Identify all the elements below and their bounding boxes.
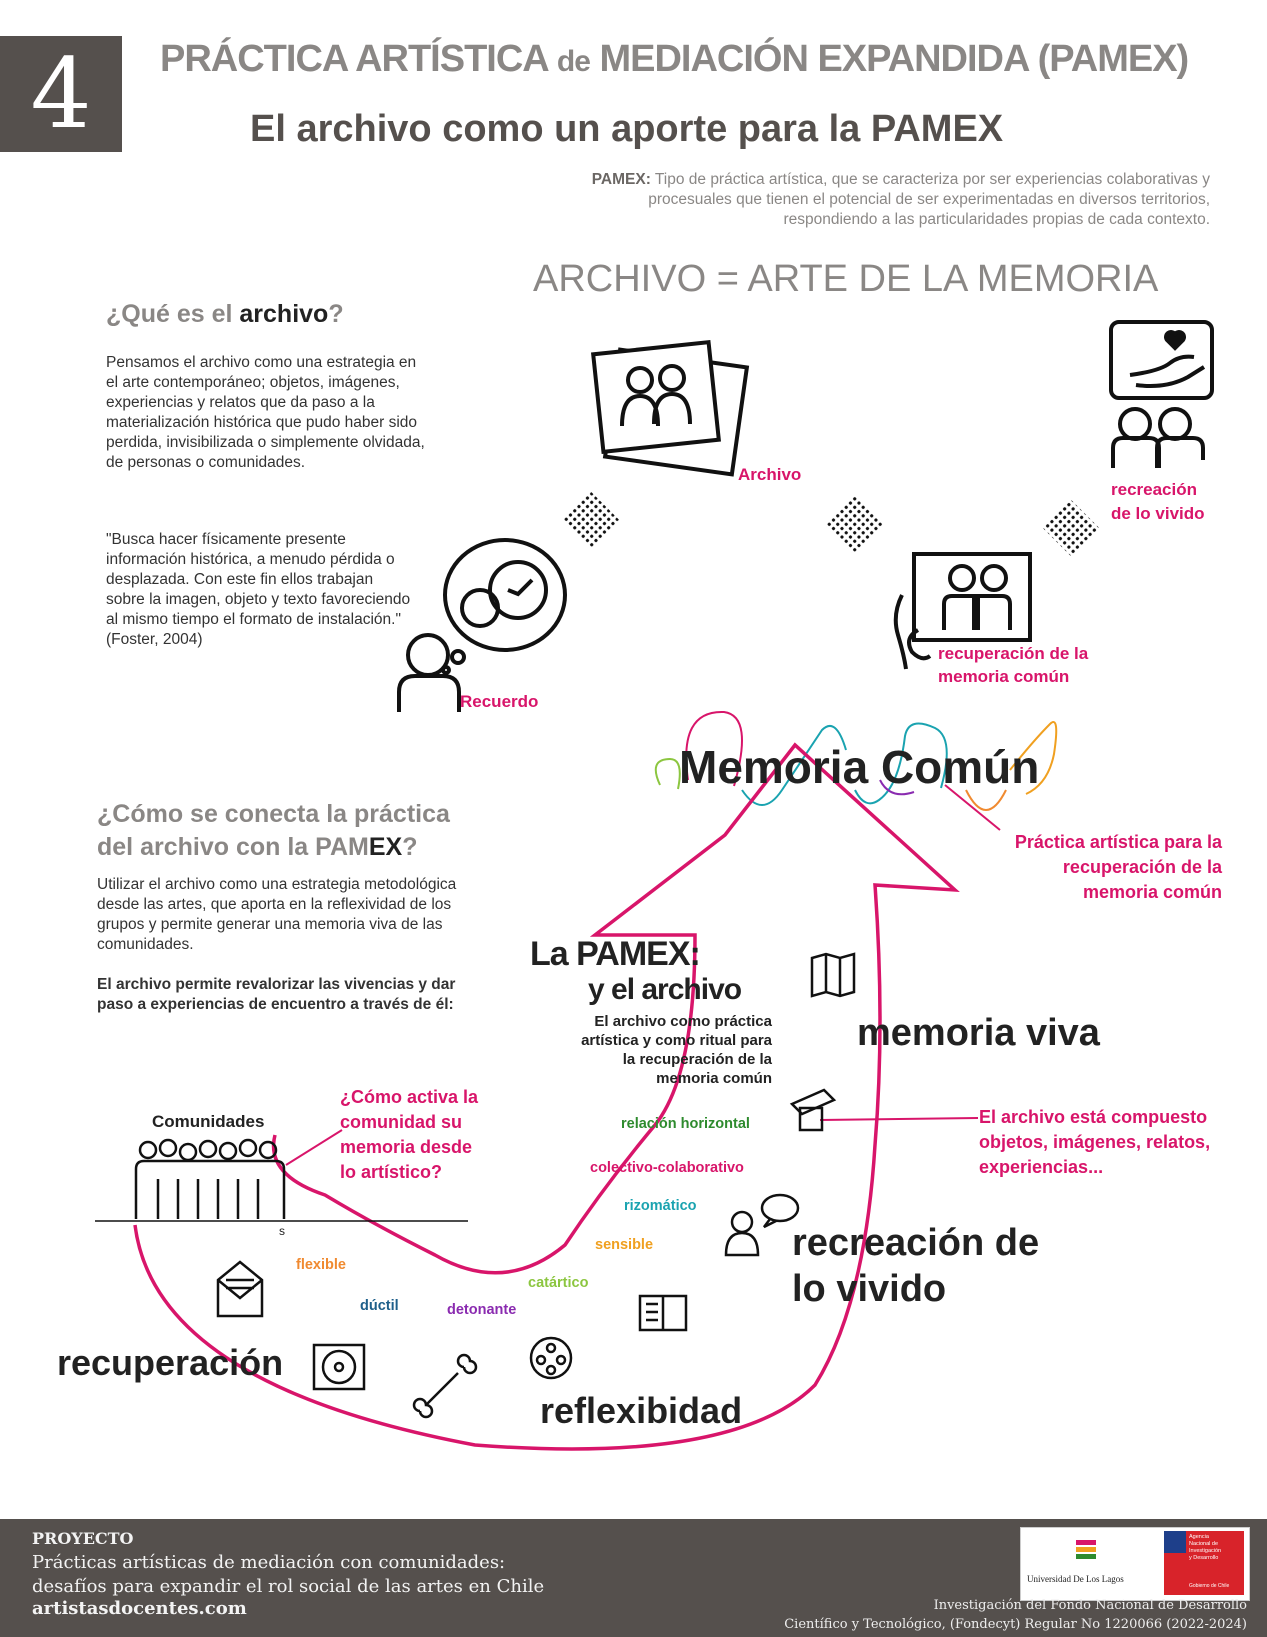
title-de: de <box>556 45 590 78</box>
connector-line <box>820 1118 978 1120</box>
heading-part: del archivo con la PAM <box>97 833 369 861</box>
memoria-comun-title: Memoria Común <box>679 741 1040 793</box>
archivo-equation: ARCHIVO = ARTE DE LA MEMORIA <box>533 258 1159 300</box>
partner-logos <box>1020 1527 1250 1601</box>
word-recuperacion: recuperación <box>57 1342 284 1383</box>
projector-icon <box>792 1090 834 1130</box>
footer-fund-line2: Científico y Tecnológico, (Fondecyt) Regular No 1220066 (2022-2024) <box>784 1617 1247 1632</box>
word-recreacion <box>792 1220 1039 1312</box>
foster-quote: "Busca hacer físicamente presente información histórica, a menudo pérdida o desplazada. Con este fin ellos trabajan sobre la imagen, objeto y texto favoreciendo al mismo tiempo el formato de instalación." (Foster, 2004) <box>106 531 411 648</box>
flag-icon <box>1164 1531 1186 1553</box>
map-icon <box>812 954 854 996</box>
speaking-person-icon <box>726 1195 798 1255</box>
dotted-arrow-icon <box>825 496 883 554</box>
heart-hand-icon <box>1111 322 1212 398</box>
connector-line <box>286 1130 342 1165</box>
label-line: recuperación de la <box>938 644 1089 663</box>
gob-text: Gobierno de Chile <box>1189 1583 1230 1589</box>
word-line: recreación de <box>792 1222 1040 1264</box>
section-number: 4 <box>0 36 122 152</box>
tag-detonante: detonante <box>447 1302 517 1318</box>
label-recuperacion-memoria <box>938 642 1088 688</box>
word-line: lo vivido <box>792 1268 947 1310</box>
desc-line: la recuperación de la <box>622 1051 772 1068</box>
tag-relacion-horizontal: relación horizontal <box>621 1116 750 1132</box>
label-recreacion <box>1111 478 1205 526</box>
footer-proyecto: PROYECTO <box>32 1529 134 1548</box>
title-part-a: PRÁCTICA ARTÍSTICA <box>160 38 557 80</box>
label-line: experiencias... <box>979 1157 1104 1177</box>
como-se-conecta-bold: El archivo permite revalorizar las vivencias y dar paso a experiencias de encuentro a través de él: <box>97 976 456 1013</box>
anid-line: Investigación <box>1189 1548 1222 1554</box>
comunidad-question <box>340 1085 478 1185</box>
question-line: memoria desde <box>340 1137 473 1157</box>
definition-term: PAMEX: <box>591 171 651 188</box>
anid-logo <box>1164 1531 1244 1595</box>
open-book-icon <box>640 1296 686 1330</box>
label-line: recreación <box>1111 480 1197 499</box>
footer-line: Prácticas artísticas de mediación con comunidades: <box>32 1552 506 1573</box>
tag-rizomatico: rizomático <box>624 1198 697 1214</box>
pamex-box-subtitle: y el archivo <box>588 973 742 1006</box>
footer-fund-line1: Investigación del Fondo Nacional de Desarrollo <box>933 1598 1247 1613</box>
question-line: lo artístico? <box>340 1162 443 1182</box>
heading-line <box>97 831 450 864</box>
anid-text <box>1189 1534 1221 1562</box>
community-crowd-icon <box>136 1140 284 1219</box>
ulagos-logo-text: Universidad De Los Lagos <box>1027 1574 1124 1584</box>
label-line: objetos, imágenes, relatos, <box>979 1132 1211 1152</box>
heading-part: ¿Qué es el <box>106 300 240 328</box>
desc-line: El archivo como práctica <box>594 1013 772 1030</box>
anid-line: Nacional de <box>1189 1541 1219 1547</box>
comunidades-s: s <box>279 1224 285 1238</box>
pamex-box-desc <box>540 1012 772 1088</box>
anid-line: Agencia <box>1189 1534 1209 1540</box>
label-archivo: Archivo <box>738 465 802 484</box>
definition-text: Tipo de práctica artística, que se caracteriza por ser experiencias colaborativas y procesuales que tienen el potencial de ser experimentadas en diversos territorios, respondiendo a las particularidades propias de cada contexto. <box>648 171 1210 228</box>
photo-archive-icon <box>593 342 747 474</box>
film-reel-icon <box>531 1338 571 1378</box>
label-line: Práctica artística para la <box>1014 832 1222 852</box>
vinyl-record-icon <box>314 1345 364 1389</box>
ulagos-logo-icon <box>1076 1540 1096 1558</box>
heading-part: ? <box>328 300 344 328</box>
label-line: de lo vivido <box>1111 504 1205 523</box>
label-line: memoria común <box>1082 882 1222 902</box>
bone-icon <box>414 1355 476 1417</box>
envelope-icon <box>218 1262 262 1316</box>
word-reflexibidad: reflexibidad <box>540 1390 743 1431</box>
pamex-box-title: La PAMEX: <box>530 935 700 973</box>
desc-line: memoria común <box>656 1070 772 1087</box>
label-line: recuperación de la <box>1062 857 1222 877</box>
label-line: memoria común <box>938 667 1070 686</box>
footer-site-link[interactable]: artistasdocentes.com <box>32 1598 247 1619</box>
tag-ductil: dúctil <box>360 1298 399 1314</box>
que-es-paragraph: Pensamos el archivo como una estrategia en el arte contemporáneo; objetos, imágenes, experiencias y relatos que da paso a la materialización histórica que pudo haber sido perdida, invisibilizada o simplemente olvidada, de personas o comunidades. <box>106 354 425 471</box>
label-recuerdo: Recuerdo <box>460 692 539 711</box>
archivo-compuesto-label <box>979 1105 1210 1180</box>
dotted-arrow-icon <box>562 491 620 549</box>
heading-part: ? <box>402 833 418 861</box>
thinking-person-clock-icon <box>399 540 565 712</box>
heading-line: ¿Cómo se conecta la práctica <box>97 800 450 828</box>
anid-line: y Desarrollo <box>1189 1555 1219 1561</box>
page-subtitle: El archivo como un aporte para la PAMEX <box>250 108 1004 150</box>
desc-line: artística y como ritual para <box>581 1032 772 1049</box>
title-part-b: MEDIACIÓN EXPANDIDA (PAMEX) <box>589 38 1189 80</box>
comunidades-label: Comunidades <box>152 1112 265 1131</box>
como-se-conecta-heading <box>97 798 450 864</box>
tag-colectivo-colaborativo: colectivo-colaborativo <box>590 1160 744 1176</box>
heading-archivo: archivo <box>239 300 329 328</box>
tag-sensible: sensible <box>595 1237 654 1253</box>
heading-ex: EX <box>368 833 403 861</box>
footer-line: desafíos para expandir el rol social de las artes en Chile <box>32 1576 545 1597</box>
como-se-conecta-paragraph: Utilizar el archivo como una estrategia metodológica desde las artes, que aporta en la reflexividad de los grupos y permite generar una memoria viva de las comunidades. <box>97 876 457 953</box>
question-line: ¿Cómo activa la <box>340 1087 479 1107</box>
tag-flexible: flexible <box>296 1257 346 1273</box>
question-line: comunidad su <box>340 1112 463 1132</box>
word-memoria-viva: memoria viva <box>857 1012 1100 1054</box>
label-line: El archivo está compuesto <box>979 1107 1208 1127</box>
two-people-icon <box>1113 409 1203 468</box>
practica-artistica-label <box>900 830 1222 905</box>
dotted-arrow-icon <box>1042 499 1100 557</box>
tag-catartico: catártico <box>528 1275 589 1291</box>
footer-project-title <box>32 1551 544 1599</box>
